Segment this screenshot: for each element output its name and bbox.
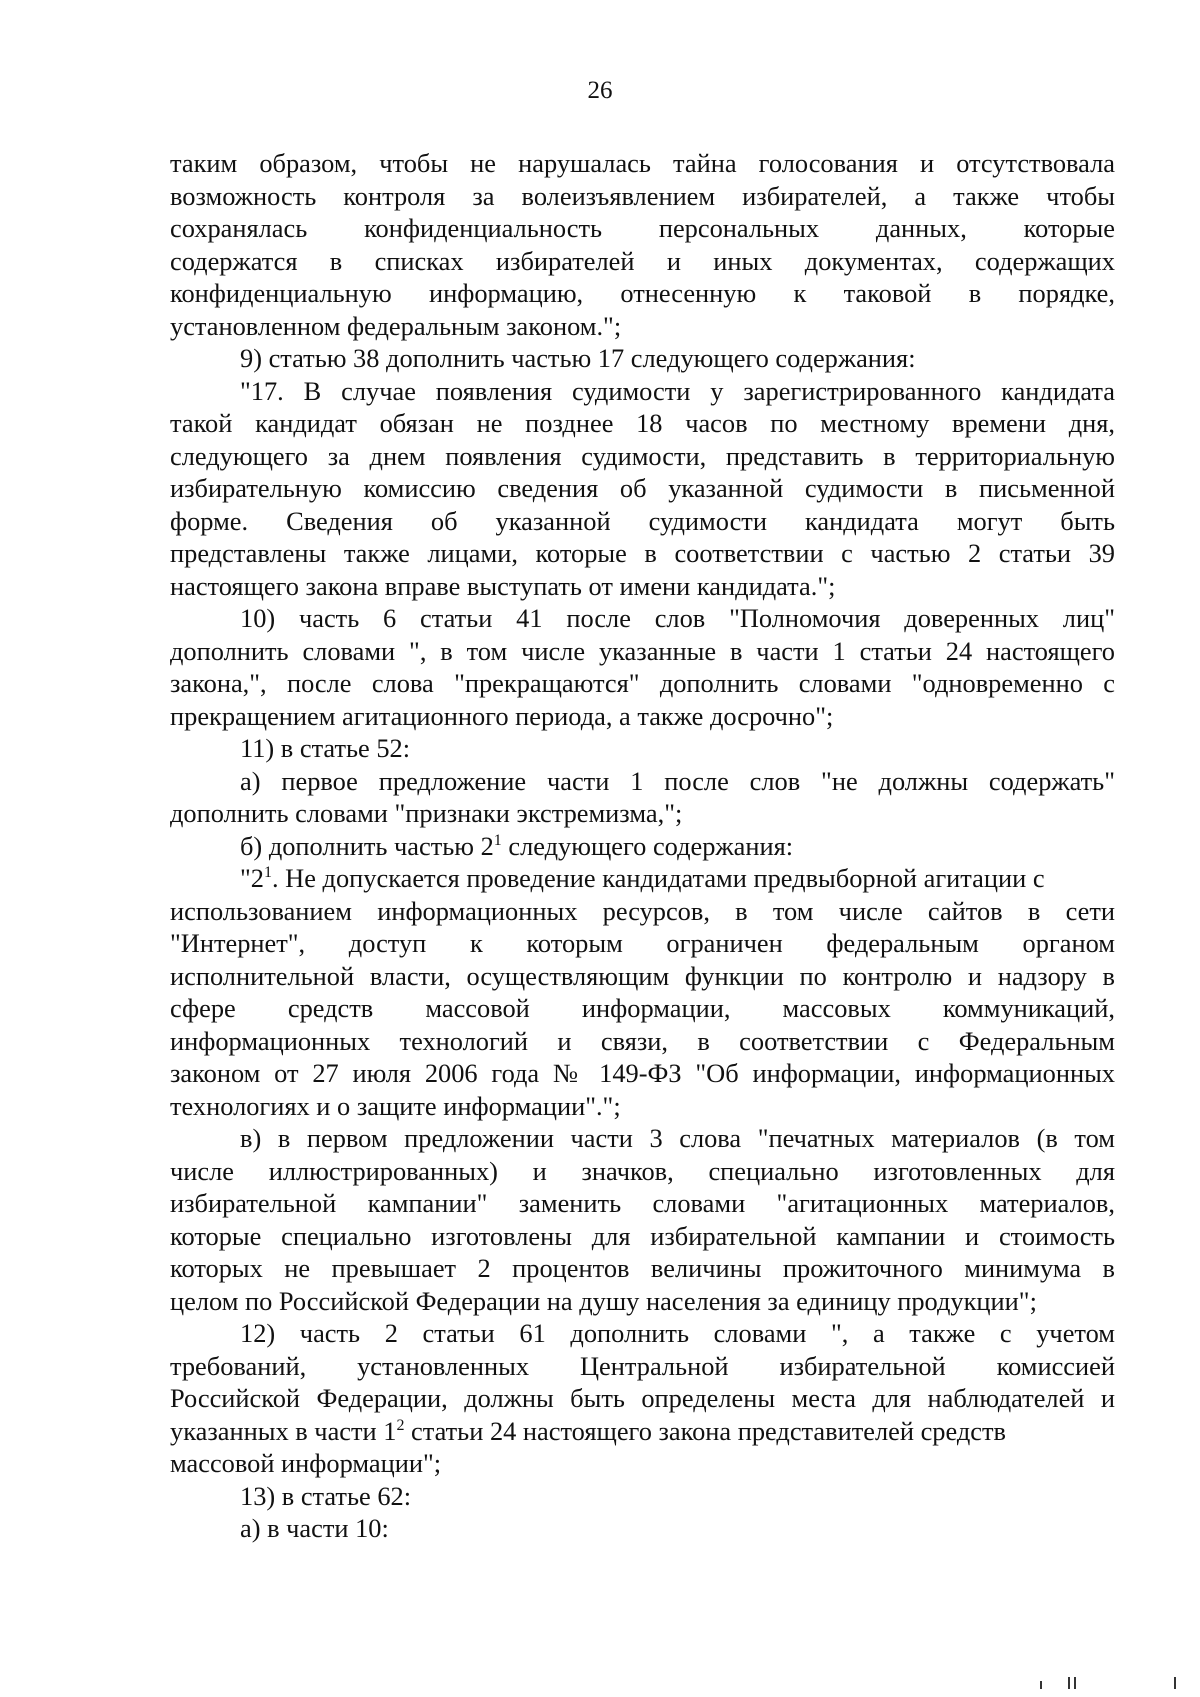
text-line: возможность контроля за волеизъявлением избирателей, а также чтобы (170, 180, 1115, 211)
scan-mark (1068, 1677, 1070, 1689)
text-fragment: "2 (240, 863, 264, 893)
text-line: целом по Российской Федерации на душу населения за единицу продукции"; (170, 1285, 1037, 1316)
superscript: 1 (263, 864, 272, 882)
text-line: настоящего закона вправе выступать от имени кандидата."; (170, 570, 836, 601)
text-line: массовой информации"; (170, 1448, 442, 1478)
text-line: требований, установленных Центральной избирательной комиссией (170, 1350, 1115, 1381)
document-body (170, 147, 1115, 1545)
text-line (170, 1415, 1115, 1448)
text-line: 9) статью 38 дополнить частью 17 следующего содержания: (240, 343, 916, 373)
text-fragment: . Не допускается проведение кандидатами предвыборной агитации с (271, 863, 1045, 893)
text-line: "Интернет", доступ к которым ограничен федеральным органом (170, 928, 1115, 958)
text-fragment: следующего содержания: (501, 830, 794, 861)
text-line (170, 830, 1115, 863)
text-line: конфиденциальную информацию, отнесенную к таковой в порядке, (170, 278, 1115, 308)
text-line: "17. В случае появления судимости у зарегистрированного кандидата (240, 375, 1115, 406)
text-line: следующего за днем появления судимости, представить в территориальную (170, 440, 1115, 471)
text-line: избирательную комиссию сведения об указанной судимости в письменной (170, 473, 1115, 503)
scan-mark (1174, 1677, 1176, 1689)
text-line: информационных технологий и связи, в соответствии с Федеральным (170, 1025, 1115, 1056)
text-line: представлены также лицами, которые в соответствии с частью 2 статьи 39 (170, 538, 1115, 568)
scan-mark (1040, 1681, 1042, 1689)
text-line: 11) в статье 52: (240, 733, 411, 763)
text-line: форме. Сведения об указанной судимости кандидата могут быть (170, 505, 1115, 536)
text-line: дополнить словами "признаки экстремизма,"; (170, 798, 683, 828)
text-line: числе иллюстрированных) и значков, специально изготовленных для (170, 1155, 1115, 1186)
text-fragment: указанных в части 1 (170, 1415, 397, 1446)
text-line: законом от 27 июля 2006 года № 149-ФЗ "Об информации, информационных (170, 1058, 1115, 1088)
text-line: а) в части 10: (240, 1513, 389, 1543)
text-line: которые специально изготовлены для избирательной кампании и стоимость (170, 1220, 1115, 1251)
text-line: избирательной кампании" заменить словами "агитационных материалов, (170, 1188, 1115, 1218)
text-line: сохранялась конфиденциальность персональных данных, которые (170, 213, 1115, 243)
scan-mark (1074, 1677, 1076, 1689)
text-line: в) в первом предложении части 3 слова "печатных материалов (в том (240, 1123, 1115, 1153)
text-line: такой кандидат обязан не позднее 18 часов по местному времени дня, (170, 408, 1115, 438)
superscript: 1 (493, 831, 502, 849)
text-line: Российской Федерации, должны быть определены места для наблюдателей и (170, 1383, 1115, 1413)
text-line: закона,", после слова "прекращаются" дополнить словами "одновременно с (170, 668, 1115, 698)
text-line: 13) в статье 62: (240, 1480, 412, 1511)
text-line: а) первое предложение части 1 после слов "не должны содержать" (240, 765, 1115, 796)
text-line: содержатся в списках избирателей и иных документах, содержащих (170, 245, 1115, 276)
text-fragment: статьи 24 настоящего закона представителей средств (404, 1415, 1006, 1446)
text-line: дополнить словами ", в том числе указанные в части 1 статьи 24 настоящего (170, 635, 1115, 666)
superscript: 2 (396, 1416, 405, 1434)
text-line (170, 862, 1115, 895)
page-number: 26 (587, 77, 613, 104)
text-line: 10) часть 6 статьи 41 после слов "Полномочия доверенных лиц" (240, 603, 1115, 633)
text-line: 12) часть 2 статьи 61 дополнить словами ", а также с учетом (240, 1318, 1115, 1348)
text-line: исполнительной власти, осуществляющим функции по контролю и надзору в (170, 960, 1115, 991)
text-line: технологиях и о защите информации"."; (170, 1090, 621, 1121)
text-fragment: б) дополнить частью 2 (240, 830, 494, 861)
text-line: которых не превышает 2 процентов величины прожиточного минимума в (170, 1253, 1115, 1283)
scan-artifact-marks (1040, 1675, 1180, 1689)
text-line: использованием информационных ресурсов, в том числе сайтов в сети (170, 895, 1115, 926)
text-line: прекращением агитационного периода, а также досрочно"; (170, 700, 834, 731)
text-line: установленном федеральным законом."; (170, 310, 622, 341)
text-line: сфере средств массовой информации, массовых коммуникаций, (170, 993, 1115, 1023)
text-line: таким образом, чтобы не нарушалась тайна голосования и отсутствовала (170, 148, 1115, 178)
